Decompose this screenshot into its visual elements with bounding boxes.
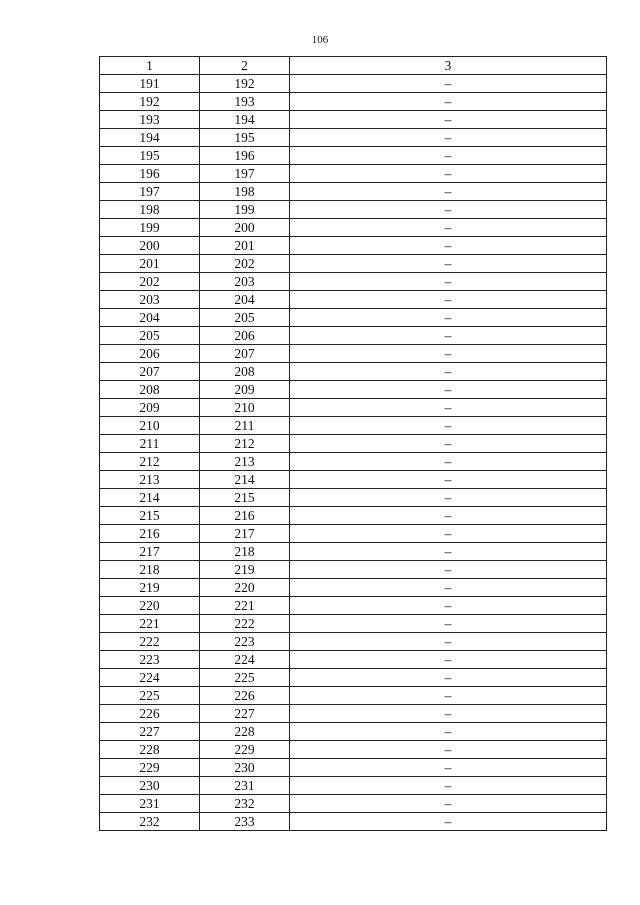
table-row xyxy=(100,345,607,363)
table-cell-col-3: – xyxy=(290,561,607,579)
table-cell-col-2: 206 xyxy=(200,327,290,345)
column-header-1: 1 xyxy=(100,57,200,75)
column-header-3: 3 xyxy=(290,57,607,75)
table-cell-col-1: 222 xyxy=(100,633,200,651)
table-cell-col-2: 218 xyxy=(200,543,290,561)
table-cell-col-3: – xyxy=(290,183,607,201)
table-row xyxy=(100,381,607,399)
table-cell-col-1: 191 xyxy=(100,75,200,93)
table-cell-col-2: 215 xyxy=(200,489,290,507)
table-cell-col-1: 198 xyxy=(100,201,200,219)
column-header-2: 2 xyxy=(200,57,290,75)
table-cell-col-3: – xyxy=(290,453,607,471)
table-cell-col-2: 220 xyxy=(200,579,290,597)
table-cell-col-3: – xyxy=(290,417,607,435)
table-row xyxy=(100,525,607,543)
table-row xyxy=(100,687,607,705)
table-cell-col-2: 210 xyxy=(200,399,290,417)
table-row xyxy=(100,741,607,759)
table-cell-col-1: 213 xyxy=(100,471,200,489)
table-row xyxy=(100,309,607,327)
table-cell-col-3: – xyxy=(290,813,607,831)
table-row xyxy=(100,813,607,831)
table-row xyxy=(100,669,607,687)
table-cell-col-1: 204 xyxy=(100,309,200,327)
table-cell-col-1: 199 xyxy=(100,219,200,237)
table-cell-col-2: 225 xyxy=(200,669,290,687)
table-cell-col-2: 222 xyxy=(200,615,290,633)
table-cell-col-2: 212 xyxy=(200,435,290,453)
page-number: 106 xyxy=(311,34,329,46)
table-cell-col-1: 207 xyxy=(100,363,200,381)
table-cell-col-1: 212 xyxy=(100,453,200,471)
table-row xyxy=(100,291,607,309)
table-cell-col-3: – xyxy=(290,255,607,273)
table-cell-col-1: 216 xyxy=(100,525,200,543)
table-cell-col-3: – xyxy=(290,507,607,525)
table-cell-col-1: 227 xyxy=(100,723,200,741)
table-cell-col-1: 219 xyxy=(100,579,200,597)
table-cell-col-3: – xyxy=(290,75,607,93)
table-cell-col-1: 208 xyxy=(100,381,200,399)
table-cell-col-3: – xyxy=(290,111,607,129)
table-cell-col-2: 229 xyxy=(200,741,290,759)
table-cell-col-3: – xyxy=(290,309,607,327)
table-cell-col-3: – xyxy=(290,633,607,651)
table-header xyxy=(100,57,607,75)
table-row xyxy=(100,615,607,633)
table-cell-col-1: 221 xyxy=(100,615,200,633)
table-row xyxy=(100,453,607,471)
table-cell-col-1: 214 xyxy=(100,489,200,507)
table-cell-col-1: 202 xyxy=(100,273,200,291)
table-cell-col-1: 210 xyxy=(100,417,200,435)
table-cell-col-1: 201 xyxy=(100,255,200,273)
table-cell-col-3: – xyxy=(290,273,607,291)
table-row xyxy=(100,795,607,813)
table-cell-col-1: 229 xyxy=(100,759,200,777)
table-row xyxy=(100,327,607,345)
table-cell-col-1: 217 xyxy=(100,543,200,561)
table-cell-col-2: 214 xyxy=(200,471,290,489)
table-row xyxy=(100,507,607,525)
table-cell-col-3: – xyxy=(290,723,607,741)
table-cell-col-1: 215 xyxy=(100,507,200,525)
table-cell-col-1: 197 xyxy=(100,183,200,201)
table-cell-col-2: 219 xyxy=(200,561,290,579)
table-cell-col-2: 208 xyxy=(200,363,290,381)
table-cell-col-2: 198 xyxy=(200,183,290,201)
table-row xyxy=(100,75,607,93)
table-cell-col-1: 223 xyxy=(100,651,200,669)
table-cell-col-1: 225 xyxy=(100,687,200,705)
table-cell-col-3: – xyxy=(290,741,607,759)
table-cell-col-1: 193 xyxy=(100,111,200,129)
table-cell-col-3: – xyxy=(290,597,607,615)
table-row xyxy=(100,723,607,741)
data-table xyxy=(99,56,607,831)
table-cell-col-3: – xyxy=(290,687,607,705)
table-cell-col-3: – xyxy=(290,651,607,669)
table-cell-col-3: – xyxy=(290,489,607,507)
table-row xyxy=(100,705,607,723)
table-cell-col-3: – xyxy=(290,777,607,795)
table-row xyxy=(100,363,607,381)
table-row xyxy=(100,543,607,561)
table-row xyxy=(100,273,607,291)
table-cell-col-3: – xyxy=(290,669,607,687)
table-cell-col-1: 194 xyxy=(100,129,200,147)
table-cell-col-2: 224 xyxy=(200,651,290,669)
table-row xyxy=(100,579,607,597)
table-row xyxy=(100,417,607,435)
table-cell-col-3: – xyxy=(290,147,607,165)
table-cell-col-1: 192 xyxy=(100,93,200,111)
table-row xyxy=(100,471,607,489)
table-cell-col-1: 226 xyxy=(100,705,200,723)
table-cell-col-2: 200 xyxy=(200,219,290,237)
table-cell-col-1: 205 xyxy=(100,327,200,345)
table-cell-col-2: 233 xyxy=(200,813,290,831)
table-row xyxy=(100,435,607,453)
table-cell-col-1: 230 xyxy=(100,777,200,795)
table-cell-col-3: – xyxy=(290,363,607,381)
table-cell-col-2: 217 xyxy=(200,525,290,543)
table-cell-col-3: – xyxy=(290,291,607,309)
table-cell-col-1: 231 xyxy=(100,795,200,813)
table-body xyxy=(100,75,607,831)
table-cell-col-1: 196 xyxy=(100,165,200,183)
table-cell-col-2: 216 xyxy=(200,507,290,525)
table-cell-col-2: 227 xyxy=(200,705,290,723)
table-cell-col-3: – xyxy=(290,93,607,111)
table-row xyxy=(100,777,607,795)
table-cell-col-3: – xyxy=(290,237,607,255)
table-cell-col-3: – xyxy=(290,543,607,561)
table-row xyxy=(100,597,607,615)
table-cell-col-2: 202 xyxy=(200,255,290,273)
table-cell-col-1: 209 xyxy=(100,399,200,417)
table-cell-col-2: 204 xyxy=(200,291,290,309)
table-cell-col-3: – xyxy=(290,399,607,417)
table-cell-col-1: 232 xyxy=(100,813,200,831)
table-row xyxy=(100,399,607,417)
header-row xyxy=(100,57,607,75)
table-cell-col-1: 218 xyxy=(100,561,200,579)
table-cell-col-2: 201 xyxy=(200,237,290,255)
table-cell-col-2: 203 xyxy=(200,273,290,291)
table-cell-col-1: 228 xyxy=(100,741,200,759)
table-cell-col-3: – xyxy=(290,615,607,633)
table-row xyxy=(100,255,607,273)
table-row xyxy=(100,651,607,669)
table-cell-col-3: – xyxy=(290,525,607,543)
table-cell-col-2: 221 xyxy=(200,597,290,615)
table-cell-col-2: 197 xyxy=(200,165,290,183)
table-row xyxy=(100,489,607,507)
table-cell-col-1: 220 xyxy=(100,597,200,615)
table-cell-col-3: – xyxy=(290,435,607,453)
table-cell-col-1: 195 xyxy=(100,147,200,165)
table-cell-col-3: – xyxy=(290,201,607,219)
table-cell-col-3: – xyxy=(290,165,607,183)
table-cell-col-3: – xyxy=(290,219,607,237)
table-cell-col-2: 232 xyxy=(200,795,290,813)
table-cell-col-3: – xyxy=(290,795,607,813)
table-cell-col-2: 192 xyxy=(200,75,290,93)
table-cell-col-1: 206 xyxy=(100,345,200,363)
table-row xyxy=(100,93,607,111)
table-cell-col-2: 199 xyxy=(200,201,290,219)
table-cell-col-2: 207 xyxy=(200,345,290,363)
table-row xyxy=(100,111,607,129)
table-cell-col-3: – xyxy=(290,345,607,363)
table-row xyxy=(100,129,607,147)
table-cell-col-2: 195 xyxy=(200,129,290,147)
table-cell-col-1: 200 xyxy=(100,237,200,255)
table-cell-col-2: 209 xyxy=(200,381,290,399)
table-cell-col-3: – xyxy=(290,381,607,399)
table-row xyxy=(100,759,607,777)
table-cell-col-2: 231 xyxy=(200,777,290,795)
table-row xyxy=(100,219,607,237)
table-cell-col-2: 211 xyxy=(200,417,290,435)
table-row xyxy=(100,633,607,651)
table-cell-col-3: – xyxy=(290,579,607,597)
table-cell-col-3: – xyxy=(290,471,607,489)
table-cell-col-3: – xyxy=(290,327,607,345)
table-row xyxy=(100,201,607,219)
table-row xyxy=(100,147,607,165)
table-cell-col-1: 224 xyxy=(100,669,200,687)
table-cell-col-3: – xyxy=(290,705,607,723)
table-cell-col-1: 211 xyxy=(100,435,200,453)
table-cell-col-2: 194 xyxy=(200,111,290,129)
table-cell-col-2: 226 xyxy=(200,687,290,705)
table-row xyxy=(100,165,607,183)
table-cell-col-2: 223 xyxy=(200,633,290,651)
table-row xyxy=(100,183,607,201)
table-cell-col-1: 203 xyxy=(100,291,200,309)
table-cell-col-2: 213 xyxy=(200,453,290,471)
table-row xyxy=(100,237,607,255)
table-row xyxy=(100,561,607,579)
table-cell-col-3: – xyxy=(290,759,607,777)
table-cell-col-2: 230 xyxy=(200,759,290,777)
table-cell-col-2: 205 xyxy=(200,309,290,327)
table-cell-col-2: 196 xyxy=(200,147,290,165)
table-cell-col-2: 228 xyxy=(200,723,290,741)
table-cell-col-2: 193 xyxy=(200,93,290,111)
table-cell-col-3: – xyxy=(290,129,607,147)
